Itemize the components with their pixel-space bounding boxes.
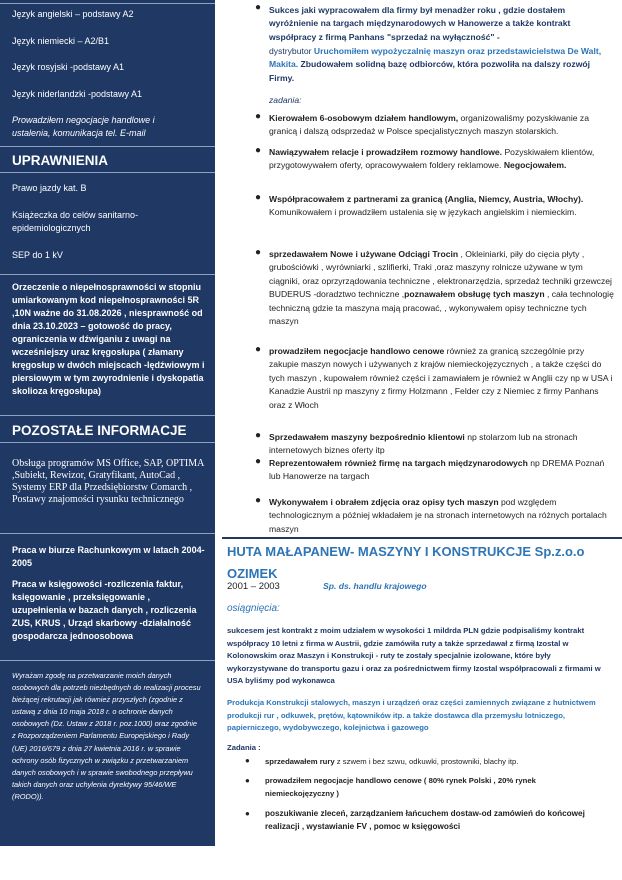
- main-content: [215, 0, 622, 880]
- task-direct-sales: Sprzedawałem maszyny bezpośrednio klientowi np stolarzom lub na stronach internetowych biznes oferty itp: [269, 432, 578, 456]
- success-distributor: dystrybutor: [269, 46, 314, 56]
- task-partners: Współpracowałem z partnerami za granicą (Anglia, Niemcy, Austria, Włochy). Komunikowałem i prowadziłem ustalenia się w językach angielskim i niemieckim.: [269, 194, 584, 218]
- tasks-label: zadania:: [269, 95, 302, 105]
- section-title-other-info: POZOSTAŁE INFORMACJE: [12, 423, 187, 438]
- success-paragraph: [269, 4, 614, 44]
- task-sold-machines: sprzedawałem Nowe i używane Odciągi Trocin , Okleiniarki, piły do cięcia płyty , grubościówki , wyrówniarki , szlifierki, Traki ,oraz maszyny rolnicze używane w tym ciągniki, oraz oprzyrządowania techniczne , elektronarzędzia, sprzedaż techniki grzewczej BUDERUS -doradztwo techniczne ,poznawałem obsługę tych maszyn , cała technologię techniczną gdzie ta maszyna mają pracować, , wykonywałem opisy techniczne tych maszyn: [269, 249, 614, 327]
- permission-sanitary-book: Książeczka do celów sanitarno-epidemiologicznych: [12, 210, 139, 233]
- duty-pipes: sprzedawałem rury z szwem i bez szwu, odkuwki, prostowniki, blachy itp.: [265, 757, 519, 766]
- divider: [0, 660, 215, 661]
- task-sales-dept: Kierowałem 6-osobowym działem handlowym, organizowaliśmy pozyskiwanie za granicą i dalszą odsprzedaż w Polsce specjalistycznych maszyn stolarskich.: [269, 113, 589, 137]
- bullet: ●: [255, 495, 262, 506]
- job-accounting-duties: Praca w księgowości -rozliczenia faktur, księgowanie , przeksięgowanie , uzupełnienia w bazach danych , rozliczenia ZUS, KRUS , Urząd skarbowy -działalność gospodarcza jednoosobowa: [12, 579, 197, 641]
- sidebar: [0, 0, 215, 846]
- section-title-uprawnienia: UPRAWNIENIA: [12, 153, 109, 168]
- success-rental: Uruchomiłem wypożyczalnię maszyn oraz przedstawicielstwa De Walt, Makita.: [269, 46, 602, 70]
- software-skills: Obsługa programów MS Office, SAP, OPTIMA ,Subiekt, Rewizor, Gratyfikant, AutoCad , Systemy ERP dla Przedsiębiorstw Comarch , Postawy znajomości rysunku technicznego: [12, 458, 204, 505]
- section-divider: [222, 537, 622, 539]
- bullet: ●: [255, 111, 262, 122]
- duty-orders: poszukiwanie zleceń, zarządzaniem łańcuchem dostaw-od zamówień do końcowej realizacji , wystawianie FV , pomoc w księgowości: [265, 809, 585, 831]
- language-german: Język niemiecki – A2/B1: [12, 36, 110, 46]
- permission-sep: SEP do 1 kV: [12, 250, 63, 260]
- achievements-label: osiągnięcia:: [227, 603, 280, 614]
- bullet: ●: [255, 192, 262, 203]
- bullet: ●: [255, 456, 262, 467]
- bullet: ●: [245, 776, 250, 785]
- divider: [0, 442, 215, 443]
- bullet: ●: [255, 344, 262, 355]
- gdpr-consent: Wyrażam zgodę na przetwarzanie moich danych osobowych dla potrzeb niezbędnych do realizacji procesu bieżącej rekrutacji jak również przyszłych (zgodnie z ustawą z dnia 10 maja 2018 r. o ochronie danych osobowych (Dz. Ustaw z 2018 r. poz.1000) oraz zgodnie z Rozporządzeniem Parlamentu Europejskiego i Rady (UE) 2016/679 z dnia 27 kwietnia 2016 r. w sprawie ochrony osób fizycznych w związku z przetwarzaniem danych osobowych i w sprawie swobodnego przepływu takich danych oraz uchylenia dyrektywy 95/46/WE (RODO)).: [12, 671, 201, 801]
- divider: [0, 172, 215, 173]
- task-relations: Nawiązywałem relacje i prowadziłem rozmowy handlowe. Pozyskiwałem klientów, przygotowywałem oferty, opracowywałem foldery reklamowe. Negocjowałem.: [269, 147, 595, 171]
- success-bold: Sukces jaki wypracowałem dla firmy był menadżer roku , gdzie dostałem wyróżnienie na targach międzynarodowych w Hanowerze a także kontrakt współpracy z firmą Panhans "sprzedaż na wyłączność" -: [269, 5, 571, 42]
- task-photos: Wykonywałem i obrałem zdjęcia oraz opisy tych maszyn pod względem technologicznym a później wkładałem je na stronach internetowych na różnych portalach maszyn: [269, 497, 607, 534]
- bullet: ●: [245, 809, 250, 818]
- disability-info: Orzeczenie o niepełnosprawności w stopniu umiarkowanym kod niepełnosprawności 5R ,10N ważne do 31.08.2026 , niesprawność od dnia 23.10.2023 – gotowość do pracy, ograniczenia w dźwiganiu z uwagi na wcześniejszy uraz kręgosłupa ( złamany kręgosłup w dwóch miejscach -lędźwiowym i piersiowym w tym zwyrodnienie i dyskopatia skolioza kręgosłupa): [12, 282, 205, 396]
- duty-negotiations: prowadziłem negocjacje handlowo cenowe ( 80% rynek Polski , 20% rynek niemieckojęzyczny ): [265, 776, 536, 798]
- divider: [0, 415, 215, 416]
- language-russian: Język rosyjski -podstawy A1: [12, 62, 125, 72]
- success-base: Zbudowałem solidną bazę odbiorców, która pozwoliła na dalszy rozwój Firmy.: [269, 59, 591, 83]
- achievement-contract: sukcesem jest kontrakt z moim udziałem w wysokości 1 mildrda PLN gdzie podpisaliśmy kontrakt współpracy 10 letni z firma w Austrii, gdzie zamówiła ruty a także sprzedawał z firmą Izostal w Kolonowskim oraz Maszyn i Konstrukcji - ruty te zostały specjalnie izolowane, które były wykorzystywane do transportu gazu i oraz za pośrednictwem firmy Izostal współpracowali z firmami w USA byliśmy pod wykonawca: [227, 626, 601, 685]
- bullet: ●: [255, 430, 262, 441]
- tasks-label-2: Zadania :: [227, 743, 261, 752]
- language-dutch: Język niderlandzki -podstawy A1: [12, 89, 143, 99]
- language-english: Język angielski – podstawy A2: [12, 9, 134, 19]
- divider: [0, 274, 215, 275]
- divider: [0, 533, 215, 534]
- bullet: ●: [255, 247, 262, 258]
- employment-dates: 2001 – 2003: [227, 581, 280, 592]
- divider: [0, 146, 215, 147]
- permission-driving-license: Prawo jazdy kat. B: [12, 183, 87, 193]
- divider: [0, 3, 215, 4]
- bullet: ●: [245, 756, 250, 765]
- success-continued: [269, 45, 614, 85]
- production-description: Produkcja Konstrukcji stalowych, maszyn i urządzeń oraz części zamiennych związane z hutnictwem produkcji rur , odkuwek, prętów, kątowników itp. a także dostawca dla przemysłu lotniczego, papierniczego, wydobywczego, kolejnictwa i gazowego: [227, 698, 596, 732]
- job-accounting-office: Praca w biurze Rachunkowym w latach 2004-2005: [12, 545, 205, 568]
- company-name: HUTA MAŁAPANEW- MASZYNY I KONSTRUKCJE Sp.z.o.o OZIMEK: [227, 544, 585, 581]
- bullet: ●: [255, 2, 262, 13]
- language-note: Prowadziłem negocjacje handlowe i ustalenia, komunikacja tel. E-mail: [12, 115, 155, 138]
- task-negotiations: prowadziłem negocjacje handlowo cenowe również za granicą szczególnie przy zakupie maszyn nowych i używanych z krajów niemieckojęzycznych , a także części do tych maszyn , kupowałem również części i zamawiałem je również w Anglii czy np w USA i Kanadzie Austrii np maszyny z firmy Holzmann , Felder czy z Niemiec z firmy Panhans oraz z Włoch: [269, 346, 613, 410]
- job-position: Sp. ds. handlu krajowego: [323, 581, 427, 591]
- bullet: ●: [255, 145, 262, 156]
- task-fairs: Reprezentowałem również firmę na targach międzynarodowych np DREMA Poznań lub Hanowerze na targach: [269, 458, 605, 482]
